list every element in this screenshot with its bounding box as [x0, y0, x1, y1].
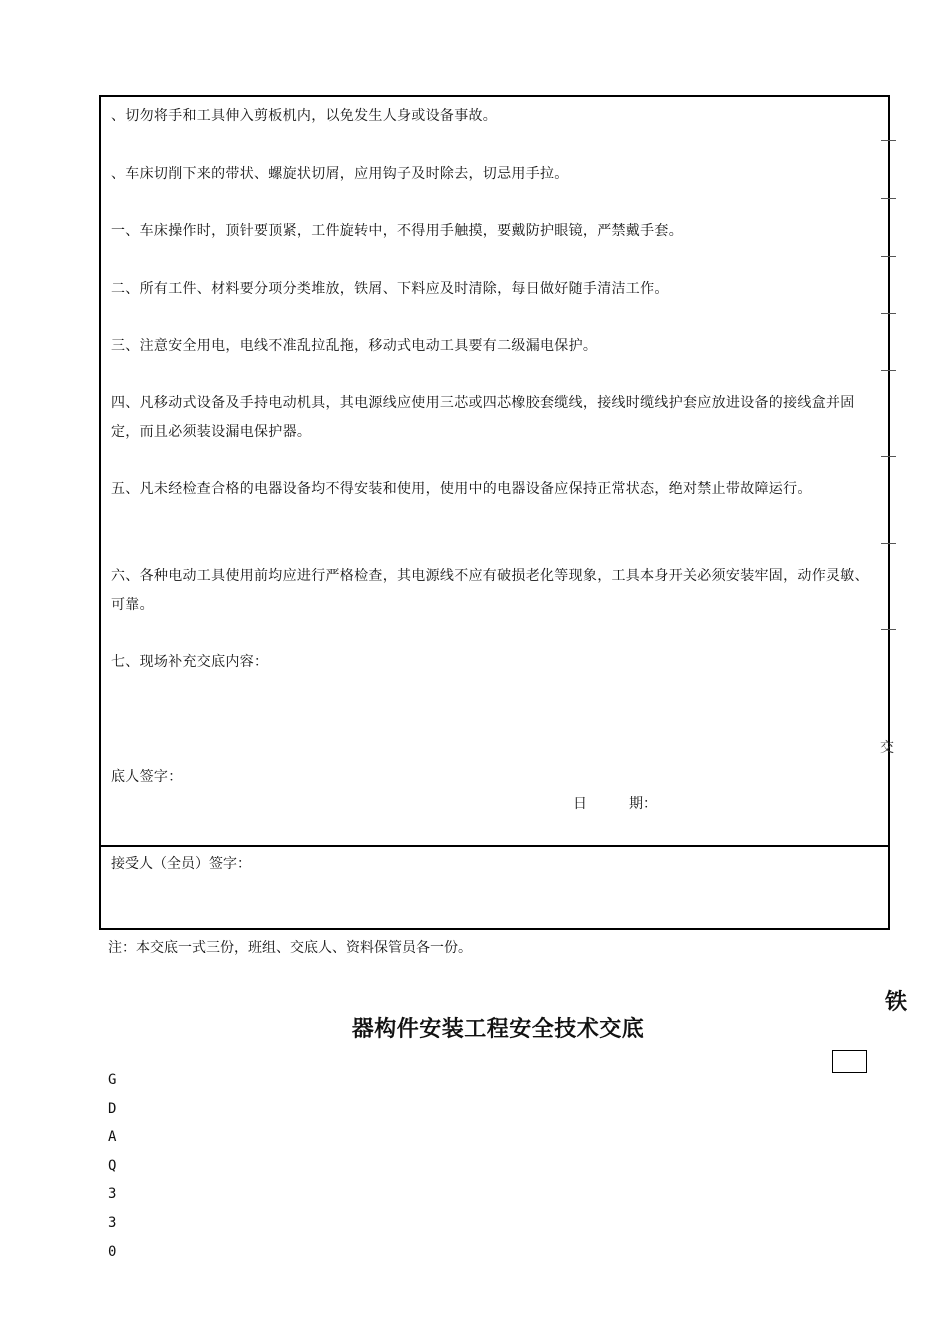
margin-dash	[881, 198, 896, 199]
date-char-2: 期：	[629, 796, 657, 812]
margin-dash	[881, 629, 896, 630]
discloser-signature-label: 底人签字：	[111, 769, 183, 785]
vertical-code	[108, 1066, 116, 1266]
title-fragment: 铁	[885, 990, 908, 1015]
code-char: 3	[108, 1214, 117, 1231]
code-char: A	[108, 1129, 117, 1146]
margin-dash	[881, 140, 896, 141]
item-2: 一、车床操作时，顶针要顶紧，工件旋转中，不得用手触摸，要戴防护眼镜，严禁戴手套。	[111, 223, 683, 239]
code-char: D	[108, 1100, 117, 1117]
margin-char: 交	[880, 740, 894, 756]
sign-date	[573, 794, 657, 814]
margin-dash	[881, 456, 896, 457]
date-char-1: 日	[573, 796, 587, 812]
footnote: 注：本交底一式三份，班组、交底人、资料保管员各一份。	[108, 940, 472, 956]
item-8: 七、现场补充交底内容：	[111, 654, 269, 670]
item-1: 、车床切削下来的带状、螺旋状切屑，应用钩子及时除去，切忌用手拉。	[111, 166, 569, 182]
disclosure-table	[99, 95, 890, 930]
code-char: 3	[108, 1186, 117, 1203]
item-5: 四、凡移动式设备及手持电动机具，其电源线应使用三芯或四芯橡胶套缆线，接线时缆线护套应放进设备的接线盒并固定，而且必须装设漏电保护器。	[111, 395, 855, 440]
margin-dash	[881, 543, 896, 544]
item-4: 三、注意安全用电，电线不准乱拉乱拖，移动式电动工具要有二级漏电保护。	[111, 338, 598, 354]
code-char: 0	[108, 1243, 117, 1260]
margin-dash	[881, 313, 896, 314]
receiver-signature-label: 接受人（全员）签字：	[111, 856, 251, 872]
number-box	[832, 1050, 867, 1073]
margin-dash	[881, 256, 896, 257]
margin-dash	[881, 370, 896, 371]
item-0: 、切勿将手和工具伸入剪板机内，以免发生人身或设备事故。	[111, 108, 498, 124]
item-6: 五、凡未经检查合格的电器设备均不得安装和使用，使用中的电器设备应保持正常状态，绝对禁止带故障运行。	[111, 481, 812, 497]
code-char: Q	[108, 1157, 117, 1174]
section-divider	[101, 845, 888, 847]
item-7: 六、各种电动工具使用前均应进行严格检查，其电源线不应有破损老化等现象，工具本身开关必须安装牢固，动作灵敏、可靠。	[111, 568, 869, 613]
page-title: 器构件安装工程安全技术交底	[351, 1017, 645, 1042]
code-char: G	[108, 1072, 117, 1088]
item-3: 二、所有工件、材料要分项分类堆放，铁屑、下料应及时清除，每日做好随手清洁工作。	[111, 281, 669, 297]
